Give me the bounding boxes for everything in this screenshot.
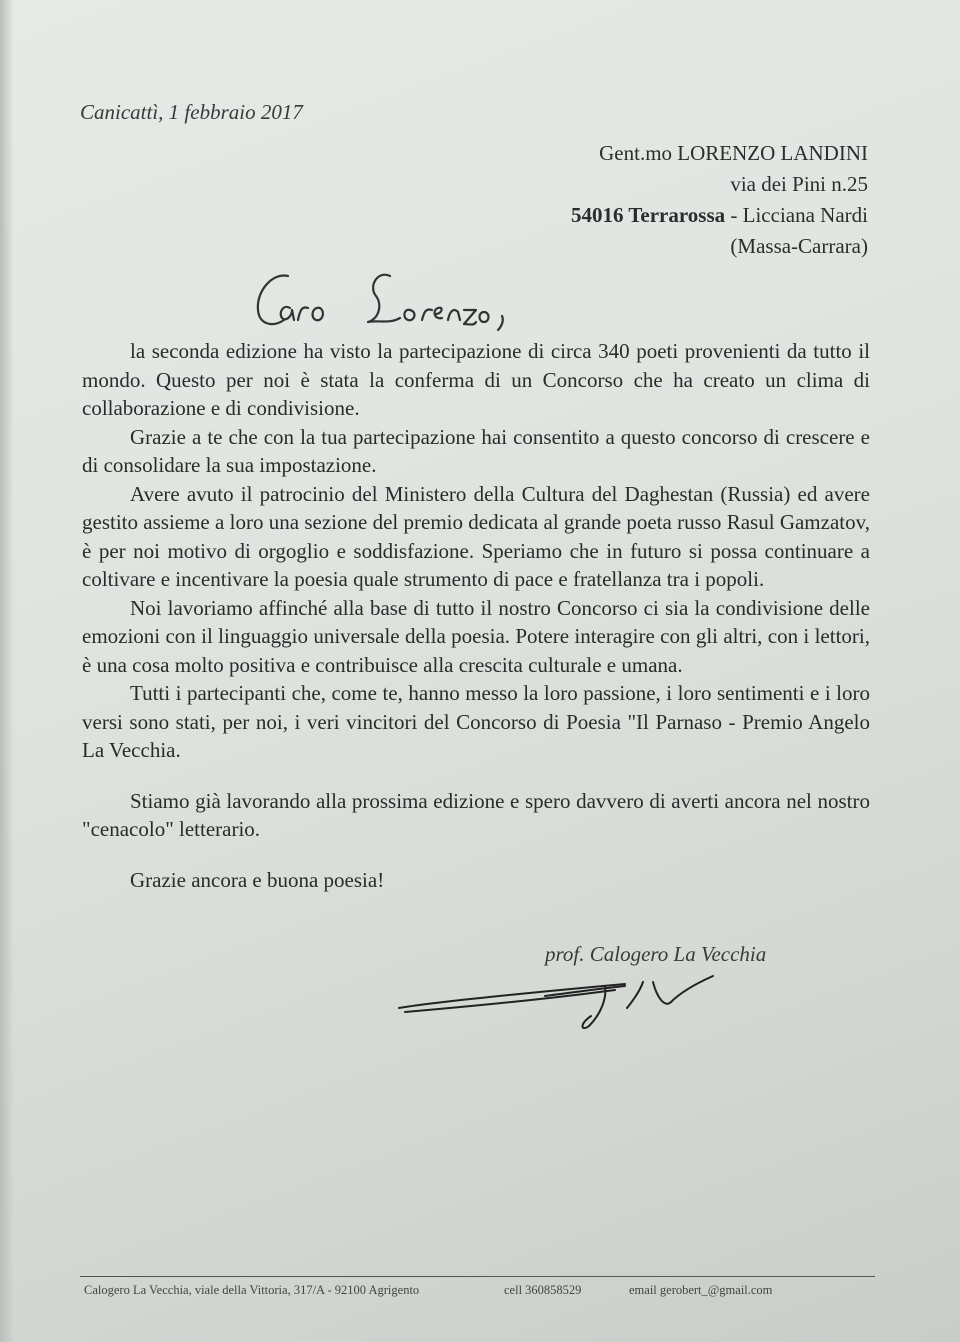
handwritten-salutation bbox=[250, 262, 530, 342]
footer-address: Calogero La Vecchia, viale della Vittoria, 317/A - 92100 Agrigento bbox=[84, 1283, 420, 1297]
recipient-postcode-town: 54016 Terrarossa bbox=[570, 203, 726, 227]
recipient-street: via dei Pini n.25 bbox=[730, 172, 868, 196]
paragraph-3: Avere avuto il patrocinio del Ministero della Cultura del Daghestan (Russia) ed avere gestito assieme a loro una sezione del premio dedicata al grande poeta russo Rasul Gamzatov, è per noi motivo di orgoglio e soddisfazione. Speriamo che in futuro si possa continuare a coltivare e incentivare la poesia quale strumento di pace e fratellanza tra i popoli. bbox=[82, 481, 870, 591]
page-shadow-edge bbox=[0, 0, 14, 1342]
place-date: Canicattì, 1 febbraio 2017 bbox=[80, 100, 303, 124]
letterhead-footer bbox=[84, 1283, 874, 1298]
handwritten-signature bbox=[395, 968, 735, 1038]
paragraph-2: Grazie a te che con la tua partecipazione hai consentito a questo concorso di crescere e di consolidare la sua impostazione. bbox=[82, 424, 870, 477]
paragraph-1: la seconda edizione ha visto la partecipazione di circa 340 poeti provenienti da tutto il mondo. Questo per noi è stata la conferma di un Concorso che ha creato un clima di collaborazione e di condivisione. bbox=[82, 339, 870, 420]
footer-phone: cell 3608585​29 bbox=[504, 1283, 582, 1297]
recipient-city bbox=[571, 200, 868, 231]
recipient-province: (Massa-Carrara) bbox=[730, 234, 868, 258]
footer-email: email gerobert_@gmail.com bbox=[629, 1283, 773, 1297]
signatory-name: prof. Calogero La Vecchia bbox=[545, 942, 767, 966]
recipient-name: Gent.mo LORENZO LANDINI bbox=[599, 141, 868, 165]
paragraph-4: Noi lavoriamo affinché alla base di tutto il nostro Concorso ci sia la condivisione delle emozioni con il linguaggio universale della poesia. Potere interagire con gli altri, con i lettori, è una cosa molto positiva e contribuisce alla crescita culturale e umana. bbox=[82, 595, 870, 677]
footer-divider bbox=[80, 1276, 875, 1277]
closing-line: Grazie ancora e buona poesia! bbox=[130, 867, 385, 892]
paragraph-5: Tutti i partecipanti che, come te, hanno messo la loro passione, i loro sentimenti e i loro versi sono stati, per noi, i veri vincitori del Concorso di Poesia "Il Parnaso - Premio Angelo La Vecchia. bbox=[82, 681, 870, 762]
recipient-address bbox=[571, 138, 868, 262]
recipient-municipality: - Licciana Nardi bbox=[725, 203, 868, 227]
paragraph-6: Stiamo già lavorando alla prossima edizione e spero davvero di averti ancora nel nostro "cenacolo" letterario. bbox=[82, 788, 870, 841]
letter-body bbox=[82, 337, 870, 894]
